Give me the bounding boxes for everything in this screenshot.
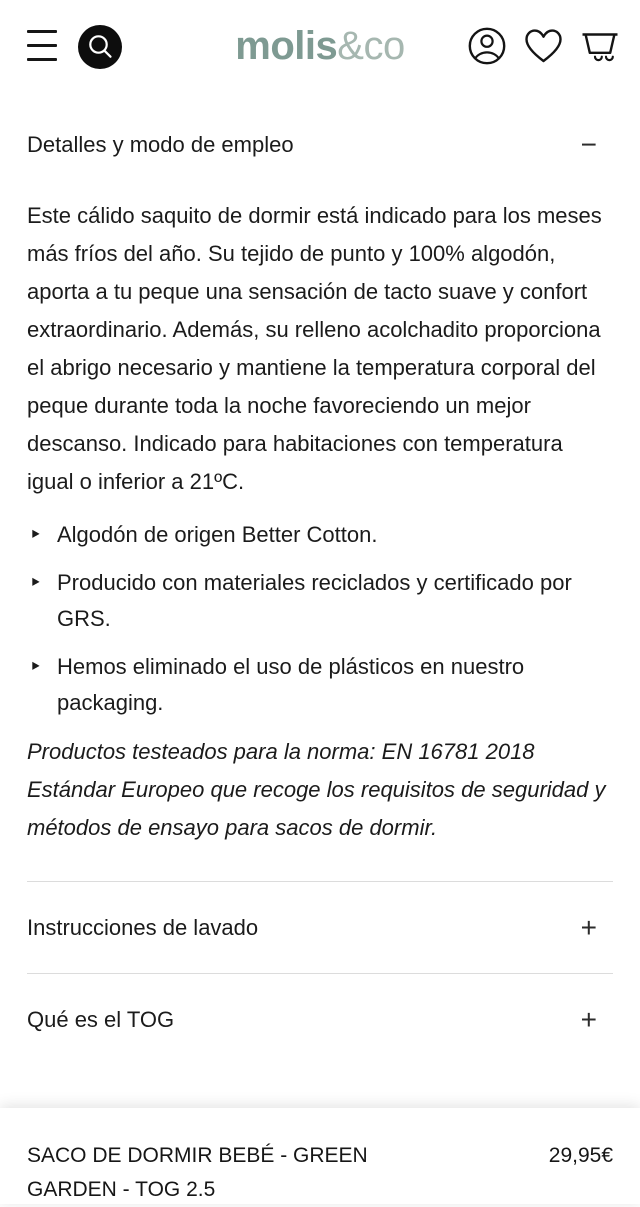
cart-button[interactable]: [581, 28, 619, 64]
accordion-label: Detalles y modo de empleo: [27, 132, 294, 157]
accordion-header-washing[interactable]: [27, 881, 613, 973]
expand-plus-icon[interactable]: +: [580, 911, 597, 943]
accordion-header-details[interactable]: [27, 131, 613, 159]
account-icon: [468, 27, 506, 65]
cart-icon: [581, 28, 619, 64]
collapse-minus-icon[interactable]: −: [580, 129, 597, 160]
heart-icon: [523, 28, 564, 65]
product-summary-bar: [0, 1108, 640, 1204]
site-header: [0, 0, 640, 95]
expand-plus-icon[interactable]: +: [580, 1003, 597, 1035]
product-title: SACO DE DORMIR BEBÉ - GREEN GARDEN - TOG 2.5: [27, 1144, 368, 1201]
details-standard-note: Productos testeados para la norma: EN 16781 2018 Estándar Europeo que recoge los requisitos de seguridad y métodos de ensayo para sacos de dormir.: [27, 739, 606, 840]
list-item: ‣ Algodón de origen Better Cotton.: [27, 517, 613, 553]
details-body: [27, 197, 613, 847]
logo-secondary: &co: [337, 24, 405, 68]
logo-primary: molis: [235, 24, 338, 68]
accordion-label: Qué es el TOG: [27, 1006, 175, 1032]
details-bullet-list: [27, 517, 613, 721]
wishlist-button[interactable]: [523, 28, 564, 65]
list-item: ‣ Hemos eliminado el uso de plásticos en nuestro packaging.: [27, 649, 613, 721]
accordion-section-details: [27, 131, 613, 847]
details-paragraph: Este cálido saquito de dormir está indicado para los meses más fríos del año. Su tejido de punto y 100% algodón, aporta a tu peque una sensación de tacto suave y confort extraordinario. Además, su relleno acolchadito proporciona el abrigo necesario y mantiene la temperatura corporal del peque durante toda la noche favoreciendo un mejor descanso. Indicado para habitaciones con temperatura igual o inferior a 21ºC.: [27, 203, 602, 494]
accordion-header-tog[interactable]: [27, 973, 613, 1065]
product-info: [0, 131, 640, 1065]
list-item: ‣ Producido con materiales reciclados y certificado por GRS.: [27, 565, 613, 637]
header-actions: [468, 27, 619, 65]
product-price: 29,95€: [548, 1144, 613, 1167]
accordion-label: Instrucciones de lavado: [27, 914, 259, 940]
account-button[interactable]: [468, 27, 506, 65]
